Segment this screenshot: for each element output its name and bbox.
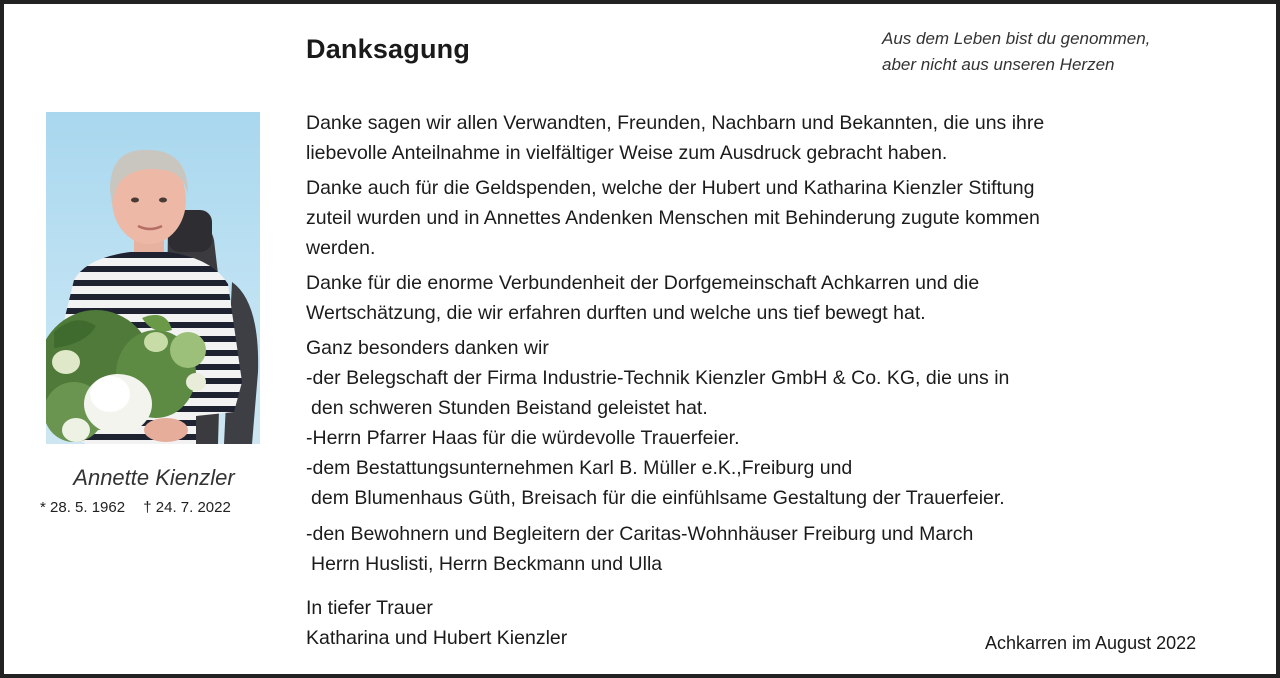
text-line: werden. (306, 237, 376, 259)
list-item: den schweren Stunden Beistand geleistet hat. (311, 397, 708, 419)
closing-line: In tiefer Trauer (306, 597, 433, 619)
portrait-illustration (46, 112, 260, 444)
place-date: Achkarren im August 2022 (985, 633, 1197, 653)
caritas-thanks-list (306, 519, 1206, 579)
paragraph (306, 173, 1206, 263)
text-line: Wertschätzung, die wir erfahren durften und welche uns tief bewegt hat. (306, 302, 926, 324)
list-item: -Herrn Pfarrer Haas für die würdevolle Trauerfeier. (306, 427, 740, 449)
list-item: -der Belegschaft der Firma Industrie-Technik Kienzler GmbH & Co. KG, die uns in (306, 367, 1010, 389)
thanks-text (306, 108, 1206, 579)
birth-date: * 28. 5. 1962 (40, 499, 126, 516)
life-dates (40, 499, 231, 516)
motto (882, 26, 1150, 78)
list-item: dem Blumenhaus Güth, Breisach für die einfühlsame Gestaltung der Trauerfeier. (311, 487, 1005, 509)
list-item: -den Bewohnern und Begleitern der Caritas-Wohnhäuser Freiburg und March (306, 523, 974, 545)
paragraph (306, 108, 1206, 168)
text-line: Danke auch für die Geldspenden, welche der Hubert und Katharina Kienzler Stiftung (306, 177, 1035, 199)
special-thanks-list (306, 333, 1206, 513)
paragraph (306, 268, 1206, 328)
text-line: Danke sagen wir allen Verwandten, Freunden, Nachbarn und Bekannten, die uns ihre (306, 112, 1045, 134)
closing (306, 593, 567, 653)
motto-line: aber nicht aus unseren Herzen (882, 55, 1115, 74)
signatories: Katharina und Hubert Kienzler (306, 627, 568, 649)
special-thanks-intro: Ganz besonders danken wir (306, 337, 549, 359)
text-line: Danke für die enorme Verbundenheit der Dorfgemeinschaft Achkarren und die (306, 272, 980, 294)
motto-line: Aus dem Leben bist du genommen, (882, 29, 1151, 48)
text-line: zuteil wurden und in Annettes Andenken Menschen mit Behinderung zugute kommen (306, 207, 1040, 229)
portrait-photo (46, 112, 260, 444)
list-item: -dem Bestattungsunternehmen Karl B. Müller e.K.,Freiburg und (306, 457, 853, 479)
heading: Danksagung (306, 34, 471, 64)
list-item: Herrn Huslisti, Herrn Beckmann und Ulla (311, 553, 663, 575)
death-date: † 24. 7. 2022 (143, 499, 231, 516)
deceased-name: Annette Kienzler (73, 465, 235, 490)
text-line: liebevolle Anteilnahme in vielfältiger Weise zum Ausdruck gebracht haben. (306, 142, 948, 164)
